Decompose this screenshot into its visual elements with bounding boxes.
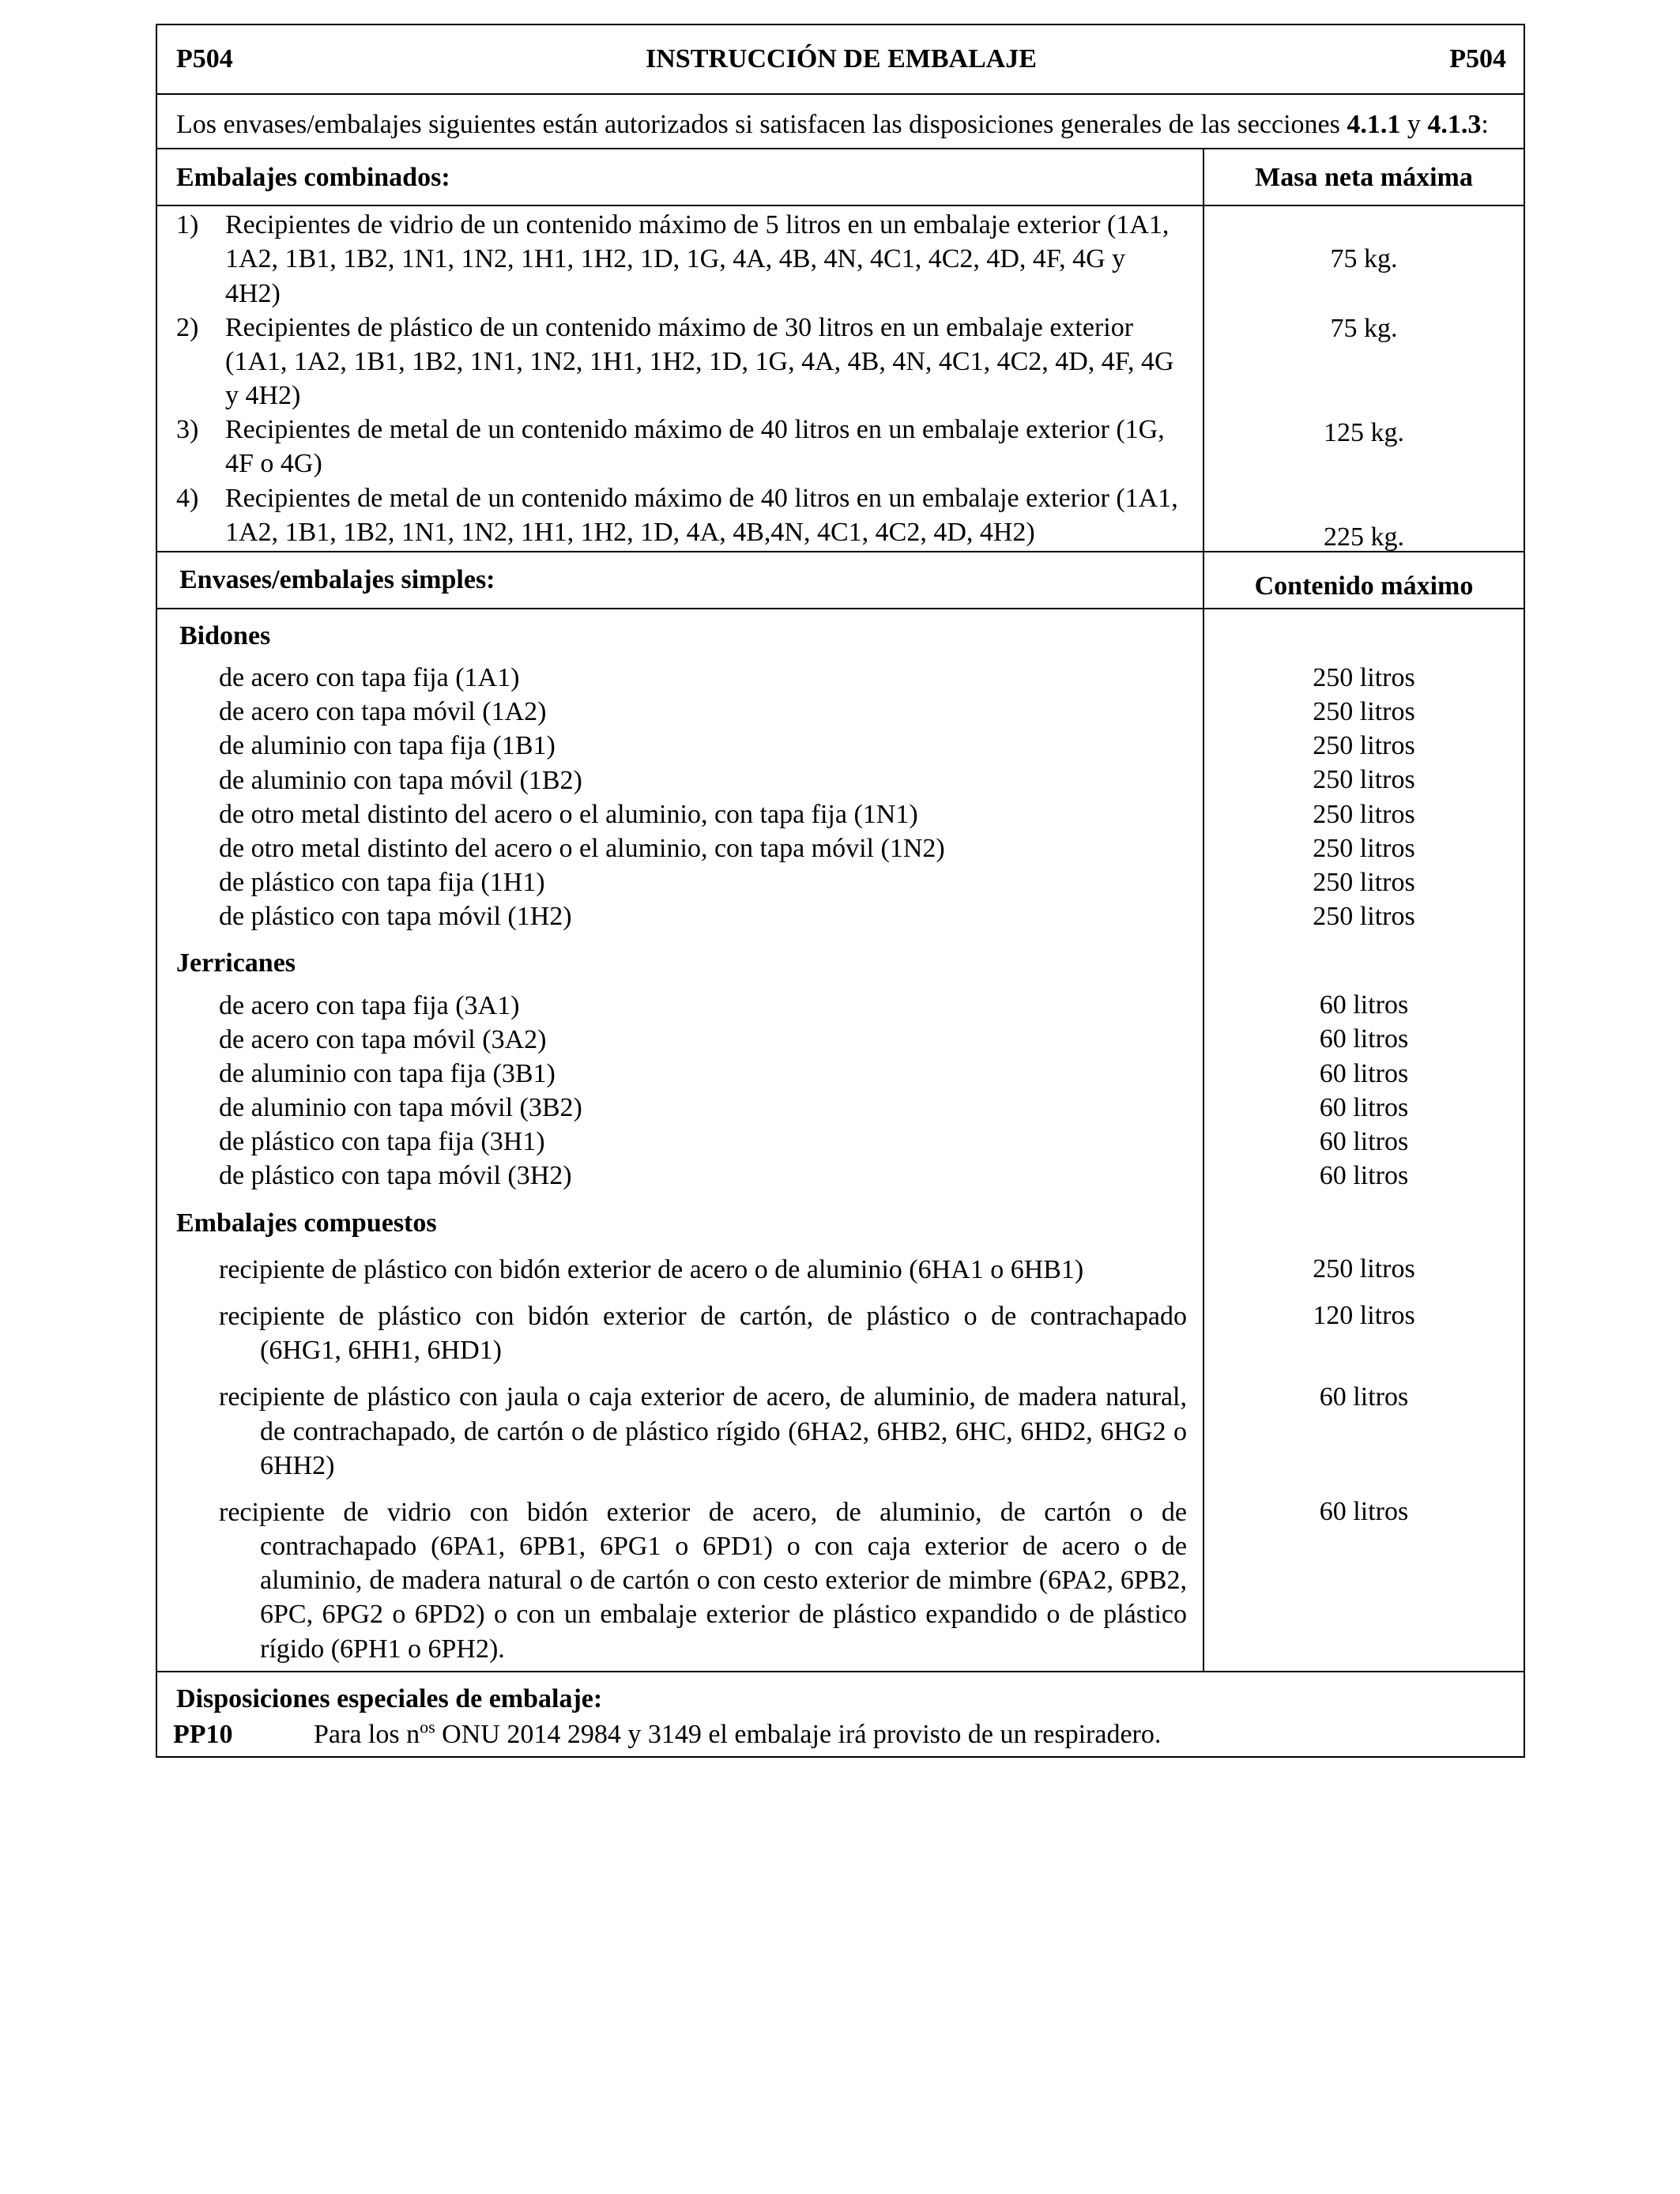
instruction-code-left: P504: [176, 44, 233, 74]
list-item: de aluminio con tapa fija (1B1): [219, 731, 556, 761]
max-content-value: 60 litros: [1319, 1058, 1409, 1088]
max-content-value: 250 litros: [1313, 662, 1415, 692]
max-content-value: 60 litros: [1319, 1092, 1409, 1122]
section-ref-b: 4.1.3: [1427, 110, 1482, 139]
item-text: Recipientes de plástico de un contenido máximo de 30 litros en un embalaje exterior (1A1, 1A2, 1B1, 1B2, 1N1, 1N2, 1H1, 1H2, 1D, 1G, 4A, 4B, 4N, 4C1, 4C2, 4D, 4F, 4G y 4H2): [225, 312, 1174, 411]
list-item: de otro metal distinto del acero o el aluminio, con tapa móvil (1N2): [219, 833, 945, 863]
instruction-title: INSTRUCCIÓN DE EMBALAJE: [646, 44, 1037, 74]
group-title-jerricans: Jerricanes: [176, 948, 296, 978]
combined-list-row: [157, 206, 1524, 552]
list-item: de plástico con tapa fija (1H1): [219, 868, 545, 898]
simple-header-row: [157, 552, 1524, 609]
max-content-value: 250 litros: [1313, 867, 1415, 897]
section-ref-a: 4.1.1: [1347, 110, 1401, 139]
list-item: de acero con tapa fija (3A1): [219, 990, 520, 1020]
list-item: recipiente de plástico con bidón exterior de cartón, de plástico o de contrachapado (6HG1, 6HH1, 6HD1): [219, 1301, 1187, 1366]
max-content-value: 250 litros: [1313, 731, 1415, 761]
special-provisions: [157, 1672, 1524, 1756]
list-item: de aluminio con tapa móvil (3B2): [219, 1093, 582, 1123]
packing-instruction-table: [156, 24, 1525, 1758]
max-content-value: 60 litros: [1319, 990, 1409, 1020]
simple-list-row: [157, 609, 1524, 1672]
combined-values: [1204, 206, 1524, 551]
max-content-value: 250 litros: [1313, 902, 1415, 932]
list-item: de aluminio con tapa fija (3B1): [219, 1058, 556, 1088]
intro-paragraph: [157, 95, 1524, 149]
net-mass-heading: Masa neta máxima: [1255, 162, 1473, 192]
net-mass-value: 75 kg.: [1330, 314, 1398, 344]
list-item: de acero con tapa móvil (1A2): [219, 697, 547, 727]
list-item: de acero con tapa fija (1A1): [219, 663, 520, 693]
list-item: de plástico con tapa móvil (1H2): [219, 902, 572, 932]
max-content-value: 250 litros: [1313, 833, 1415, 863]
provision-text-b: ONU 2014 2984 y 3149 el embalaje irá provisto de un respiradero.: [435, 1719, 1162, 1749]
list-item: de otro metal distinto del acero o el aluminio, con tapa fija (1N1): [219, 799, 918, 829]
provision-superscript: os: [420, 1717, 435, 1737]
special-provision-item: [173, 1717, 1508, 1751]
combined-header-row: [157, 149, 1524, 206]
max-content-heading: Contenido máximo: [1254, 571, 1474, 601]
item-text: Recipientes de metal de un contenido máximo de 40 litros en un embalaje exterior (1A1, 1A2, 1B1, 1B2, 1N1, 1N2, 1H1, 1H2, 1D, 4A, 4B,4N, 4C1, 4C2, 4D, 4H2): [225, 483, 1178, 547]
max-content-value: 250 litros: [1313, 1254, 1415, 1284]
provision-text-a: Para los n: [314, 1719, 420, 1749]
group-title-composite: Embalajes compuestos: [176, 1208, 437, 1238]
list-item: [176, 481, 1187, 549]
instruction-code-right: P504: [1449, 44, 1506, 74]
intro-text: Los envases/embalajes siguientes están autorizados si satisfacen las disposiciones generales de las secciones: [176, 110, 1340, 139]
max-content-value: 60 litros: [1319, 1161, 1409, 1191]
item-number: 4): [176, 483, 199, 513]
list-item: recipiente de vidrio con bidón exterior de acero, de aluminio, de cartón o de contrachapado (6PA1, 6PB1, 6PG1 o 6PD1) o con caja exterior de acero o de aluminio, de madera natural o de cartón o con cesto exterior de mimbre (6PA2, 6PB2, 6PC, 6PG2 o 6PD2) o con un embalaje exterior de plástico expandido o de plástico rígido (6PH1 o 6PH2).: [219, 1497, 1187, 1664]
list-item: de aluminio con tapa móvil (1B2): [219, 765, 582, 795]
max-content-value: 120 litros: [1313, 1301, 1415, 1331]
intro-conj: y: [1407, 110, 1421, 139]
group-title-drums: Bidones: [179, 620, 271, 650]
list-item: [176, 413, 1187, 481]
list-item: recipiente de plástico con bidón exterior de acero o de aluminio (6HA1 o 6HB1): [219, 1254, 1084, 1284]
item-number: 3): [176, 415, 199, 445]
max-content-value: 250 litros: [1313, 799, 1415, 829]
list-item: de plástico con tapa móvil (3H2): [219, 1161, 572, 1191]
provision-text: [314, 1717, 1161, 1751]
list-item: recipiente de plástico con jaula o caja exterior de acero, de aluminio, de madera natural, de contrachapado, de cartón o de plástico rígido (6HA2, 6HB2, 6HC, 6HD2, 6HG2 o 6HH2): [219, 1382, 1187, 1480]
simple-list: [157, 609, 1204, 1671]
list-item: de acero con tapa móvil (3A2): [219, 1024, 547, 1054]
provision-code: PP10: [173, 1719, 233, 1749]
net-mass-value: 125 kg.: [1324, 418, 1404, 448]
simple-heading: Envases/embalajes simples:: [157, 552, 1204, 608]
item-text: Recipientes de metal de un contenido máximo de 40 litros en un embalaje exterior (1G, 4F o 4G): [225, 415, 1165, 479]
list-item: [176, 208, 1187, 311]
max-content-value: 60 litros: [1319, 1024, 1409, 1054]
net-mass-value: 75 kg.: [1330, 244, 1398, 274]
max-content-value: 60 litros: [1319, 1496, 1409, 1526]
item-number: 1): [176, 210, 199, 240]
max-content-value: 60 litros: [1319, 1382, 1409, 1412]
simple-values: [1204, 609, 1524, 1671]
list-item: de plástico con tapa fija (3H1): [219, 1127, 545, 1157]
item-number: 2): [176, 312, 199, 342]
max-content-value: 250 litros: [1313, 765, 1415, 795]
list-item: [176, 311, 1187, 413]
max-content-value: 60 litros: [1319, 1126, 1409, 1156]
max-content-value: 250 litros: [1313, 697, 1415, 727]
intro-suffix: :: [1481, 110, 1489, 139]
special-provisions-heading: Disposiciones especiales de embalaje:: [176, 1683, 603, 1713]
combined-list: [157, 206, 1204, 551]
net-mass-value: 225 kg.: [1324, 522, 1404, 552]
table-header: [157, 25, 1524, 95]
item-text: Recipientes de vidrio de un contenido máximo de 5 litros en un embalaje exterior (1A1, 1A2, 1B1, 1B2, 1N1, 1N2, 1H1, 1H2, 1D, 1G, 4A, 4B, 4N, 4C1, 4C2, 4D, 4F, 4G y 4H2): [225, 210, 1170, 308]
combined-heading: Embalajes combinados:: [157, 149, 1204, 205]
